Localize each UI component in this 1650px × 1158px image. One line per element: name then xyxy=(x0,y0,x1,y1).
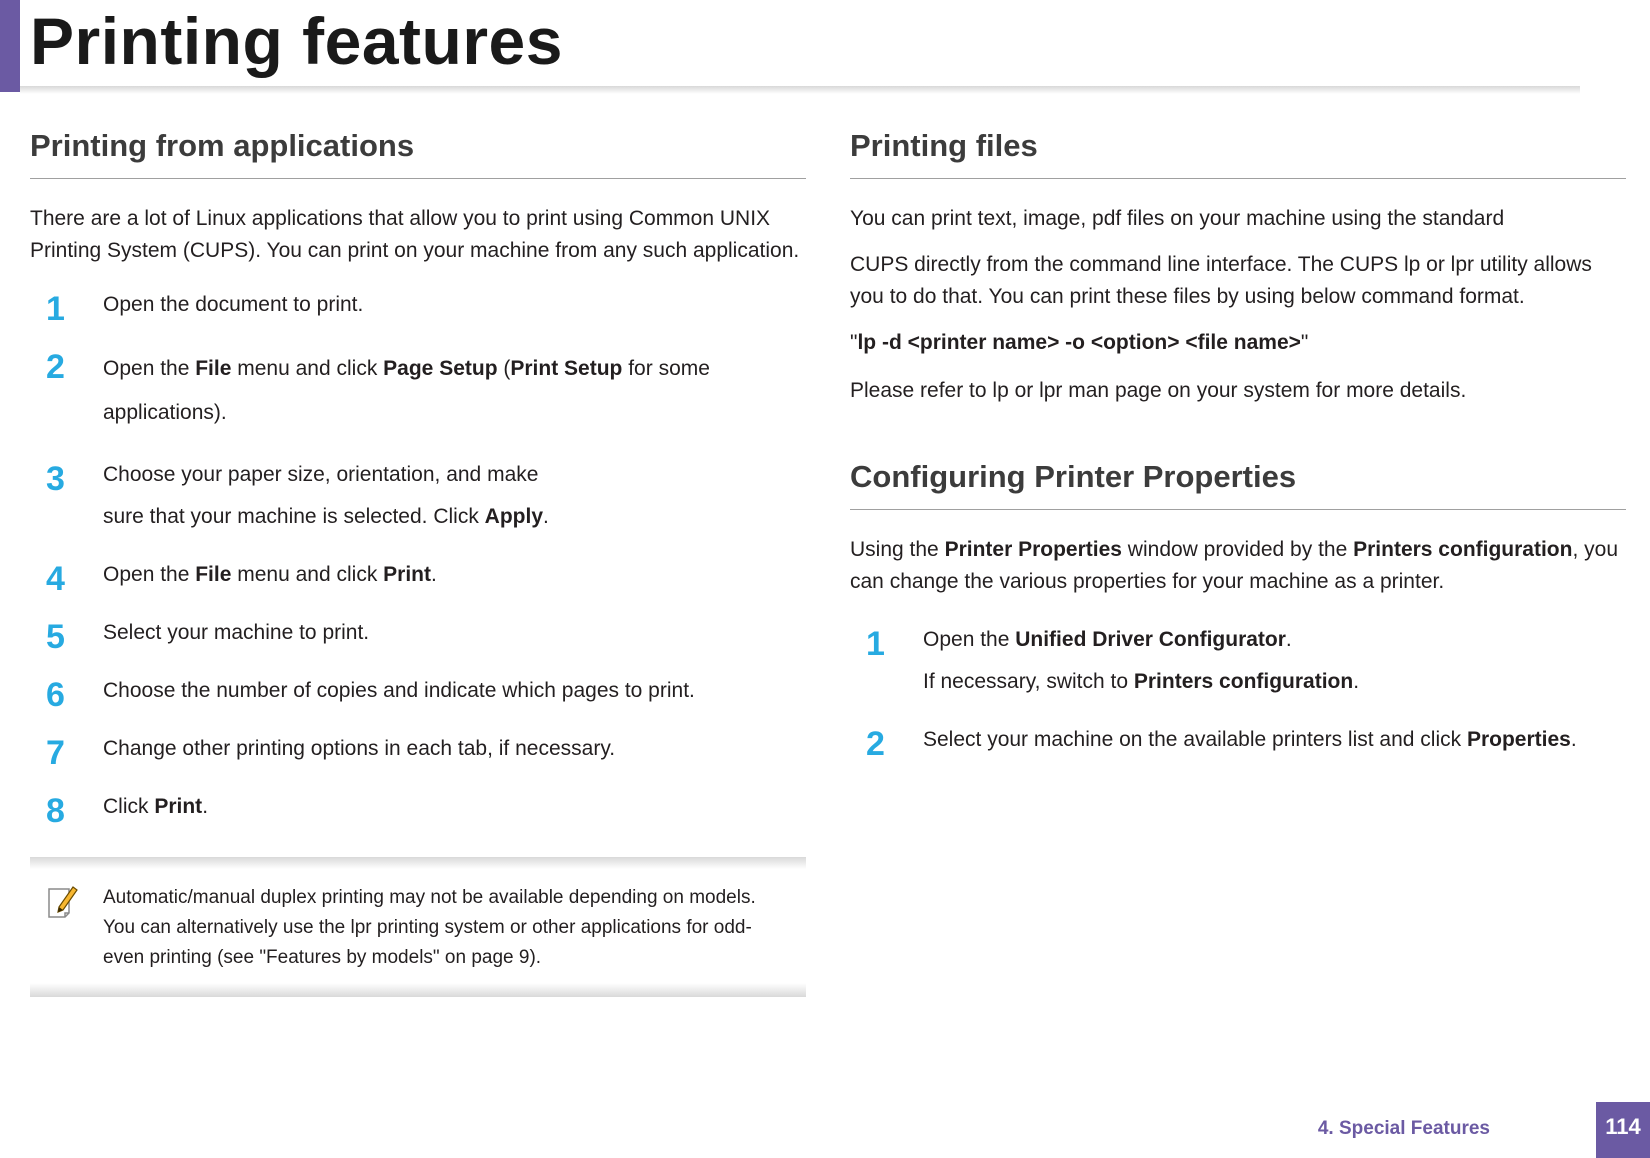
section-heading-configuring-printer-properties: Configuring Printer Properties xyxy=(850,457,1626,510)
step-7 xyxy=(30,733,806,772)
step-text: Open the File menu and click Page Setup (Print Setup for some applications). xyxy=(103,357,710,424)
config-steps-list xyxy=(850,624,1626,763)
step-text-line2: sure that your machine is selected. Click Apply. xyxy=(103,505,549,528)
section-heading-printing-from-applications: Printing from applications xyxy=(30,126,806,179)
page-title: Printing features xyxy=(30,4,563,78)
right-column xyxy=(850,126,1626,763)
title-rule xyxy=(20,86,1580,94)
step-1 xyxy=(30,289,806,328)
step-subtext: If necessary, switch to Printers configuration. xyxy=(923,670,1360,693)
step-text: Select your machine to print. xyxy=(103,621,370,644)
step-number: 1 xyxy=(866,625,885,663)
paragraph: Using the Printer Properties window provided by the Printers configuration, you can change the various properties for your machine as a printer. xyxy=(850,538,1618,593)
note-pencil-icon xyxy=(45,883,81,919)
step-4 xyxy=(30,559,806,598)
step-text: Open the Unified Driver Configurator. xyxy=(923,628,1292,651)
paragraph: You can print text, image, pdf files on your machine using the standard xyxy=(850,207,1505,230)
step-number: 2 xyxy=(866,725,885,763)
config-step-1 xyxy=(850,624,1626,698)
intro-paragraph: There are a lot of Linux applications that allow you to print using Common UNIX Printing System (CUPS). You can print on your machine from any such application. xyxy=(30,207,800,262)
step-number: 5 xyxy=(46,618,65,656)
step-text-line1: Choose your paper size, orientation, and make xyxy=(103,463,539,486)
step-number: 6 xyxy=(46,676,65,714)
step-text: Open the document to print. xyxy=(103,293,364,316)
command-format: "lp -d <printer name> -o <option> <file name>" xyxy=(850,331,1309,354)
note-box xyxy=(30,857,806,997)
paragraph: CUPS directly from the command line interface. The CUPS lp or lpr utility allows you to do that. You can print these files by using below command format. xyxy=(850,253,1592,308)
title-accent-bar xyxy=(0,0,20,92)
note-text: Automatic/manual duplex printing may not be available depending on models. You can alternatively use the lpr printing system or other applications for odd-even printing (see "Features by models" on page 9). xyxy=(103,887,756,968)
step-number: 2 xyxy=(46,348,65,386)
step-text: Click Print. xyxy=(103,795,209,818)
step-text: Select your machine on the available printers list and click Properties. xyxy=(923,728,1577,751)
step-number: 8 xyxy=(46,792,65,830)
step-text: Change other printing options in each tab, if necessary. xyxy=(103,737,616,760)
steps-list xyxy=(30,289,806,830)
paragraph: Please refer to lp or lpr man page on your system for more details. xyxy=(850,379,1467,402)
step-2 xyxy=(30,347,806,435)
footer-chapter-label: 4. Special Features xyxy=(1317,1118,1490,1139)
step-number: 1 xyxy=(46,290,65,328)
step-5 xyxy=(30,617,806,656)
step-6 xyxy=(30,675,806,714)
step-number: 4 xyxy=(46,560,65,598)
step-number: 3 xyxy=(46,460,65,498)
section-heading-printing-files: Printing files xyxy=(850,126,1626,179)
page-number: 114 xyxy=(1596,1102,1650,1158)
left-column xyxy=(30,126,806,997)
step-number: 7 xyxy=(46,734,65,772)
step-text: Choose the number of copies and indicate which pages to print. xyxy=(103,679,695,702)
step-text: Open the File menu and click Print. xyxy=(103,563,437,586)
step-8 xyxy=(30,791,806,830)
step-3 xyxy=(30,459,806,533)
config-step-2 xyxy=(850,724,1626,763)
